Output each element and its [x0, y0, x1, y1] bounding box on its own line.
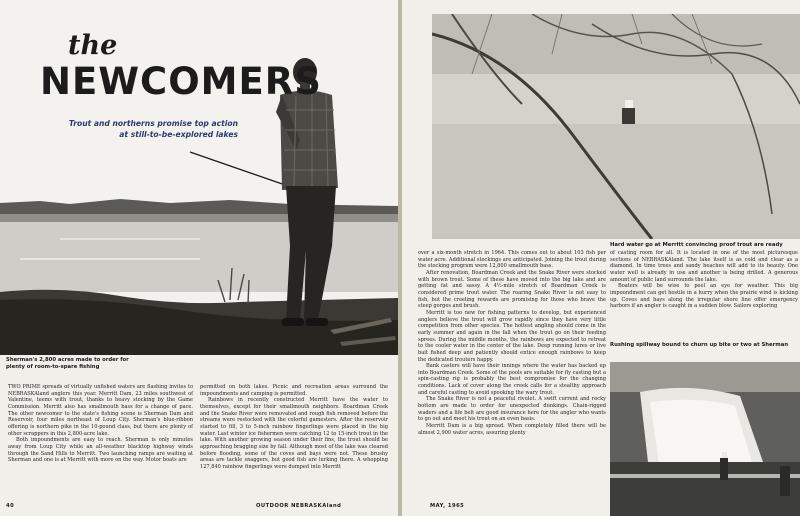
article-title: NEWCOMERS	[40, 60, 322, 103]
body-column-2	[200, 384, 388, 502]
paragraph: Bank casters will have their innings where the water has backed up into Boardman Creek. Some of the pools are suitable for fly casting but a spin-casting rig is probably the best compromise for the changing conditions. Lack of cover along the creek calls for a stealthy approach and careful casting to avoid spooking the wary trout.	[418, 363, 606, 396]
right-page	[402, 0, 800, 516]
fisherman-photo	[0, 0, 398, 355]
photo-caption: Sherman's 2,800 acres made to order for plenty of room-to-spare fishing	[6, 357, 129, 370]
article-subtitle: Trout and northerns promise top action at still-to-be-explored lakes	[68, 119, 238, 139]
page-number: 40	[6, 503, 15, 509]
photo-caption-top: Hard water go at Merritt convincing proof trout are ready	[610, 242, 783, 248]
body-column-1	[8, 384, 193, 502]
paragraph: TWO PRIME spreads of virtually unfished waters are flashing invites to NEBRASKAland anglers this year. Merritt Dam, 23 miles southwest of Valentine, teems with trout, thanks to heavy stocking by the Game Commission. Merritt also has smallmouth bass for a change of pace. The other newcomer to the state's fishing scene is Sherman Dam and Reservoir, four miles northeast of Loup City. Sherman's blue-ribbon offering is northern pike in the 10-pound class, but there are plenty of other scrappers in this 2,800-acre lake.	[8, 384, 193, 437]
paragraph: After renovation, Boardman Creek and the Snake River were stocked with brown trout. Some of these have moved into the big lake and are getting fat and sassy. A 4½-mile stretch of Boardman Creek is considered prime trout water. The roaring Snake River is not easy to fish, but the creeling rewards are promising for those who brave the steep gorges and brush.	[418, 269, 606, 310]
ice-fishing-photo	[432, 14, 800, 239]
paragraph: over a six-month stretch in 1964. This comes out to about 103 fish per water acre. Additional stockings are anticipated. Joining the trout during the stocking program were 12,800 smallmouth bass.	[418, 250, 606, 270]
paragraph: Rainbows in recently constructed Merritt have the water to themselves, except for their smallmouth neighbors. Boardman Creek and the Snake River were removated and rough fish removed before the streams were restocked with the colorful gamesters. After the reservoir started to fill, 3 to 5-inch rainbow fingerlings were placed in the big water. Last winter ice fishermen were catching 12 to 15-inch trout in the lake. With another growing season under their fins, the trout should be approaching bragging size by fall. Although most of the lake was cleared before flooding, some of the coves and bays were not. These brushy areas are tackle snaggers, but good fish are lurking there. A whopping 127,840 rainbow fingerlings were dumped into Merritt	[200, 397, 388, 470]
title-small: the	[68, 30, 118, 61]
issue-date: MAY, 1965	[430, 503, 465, 509]
paragraph: of casting room for all. It is located in one of the most picturesque sections of NEBRASKAland. The lake itself is as cold and clear as a diamond. In time trees and sandy beaches will add to its beauty. One water well is already in use and another is being drilled. A generous amount of public land surrounds the lake.	[610, 250, 798, 283]
left-page	[0, 0, 398, 516]
paragraph: Merritt is too new for fishing patterns to develop, but experienced anglers believe the trout will grow rapidly since they have very little competition from other species. The hottest angling should come in the early summer and again in the fall when the trout go on their feeding sprees. During the middle months, the rainbows are expected to retreat to the cooler water in the center of the lake. Deep running lures or live bait fished deep and patiently should entice enough rainbows to keep the dedicated trouters happy.	[418, 309, 606, 363]
paragraph: Both impoundments are easy to reach. Sherman is only minutes away from Loup City while an all-weather blacktop highway winds through the Sand Hills to Merritt. Two launching ramps are waiting at Sherman and one is at Merritt with more on the way. Motor boats are	[8, 437, 193, 464]
spillway-photo	[610, 362, 800, 516]
photo-caption-spillway: Rushing spillway bound to churn up bite or two at Sherman	[610, 342, 789, 348]
body-column-4	[610, 250, 798, 335]
paragraph: permitted on both lakes. Picnic and recreation areas surround the impoundments and camping is permitted.	[200, 384, 388, 397]
paragraph: Merritt Dam is a big spread. When completely filled there will be almost 2,900 water acres, assuring plenty	[418, 423, 606, 436]
magazine-name: OUTDOOR NEBRASKAland	[256, 503, 342, 509]
paragraph: Boaters will be wise to peel an eye for weather. This big impoundment can get hostile in a hurry when the prairie wind is kicking up. Coves and bays along the irregular shore line offer emergency harbors if an angler is caught in a sudden blow. Sailors exploring	[610, 283, 798, 310]
body-column-3	[418, 250, 606, 502]
paragraph: The Snake River is not a peaceful rivulet. A swift current and rocky bottom are made to order for unexpected dunkings. Chain-rigged waders and a life belt are good insurance here for the angler who wants to go out and meet his trout on an even basis.	[418, 396, 606, 423]
